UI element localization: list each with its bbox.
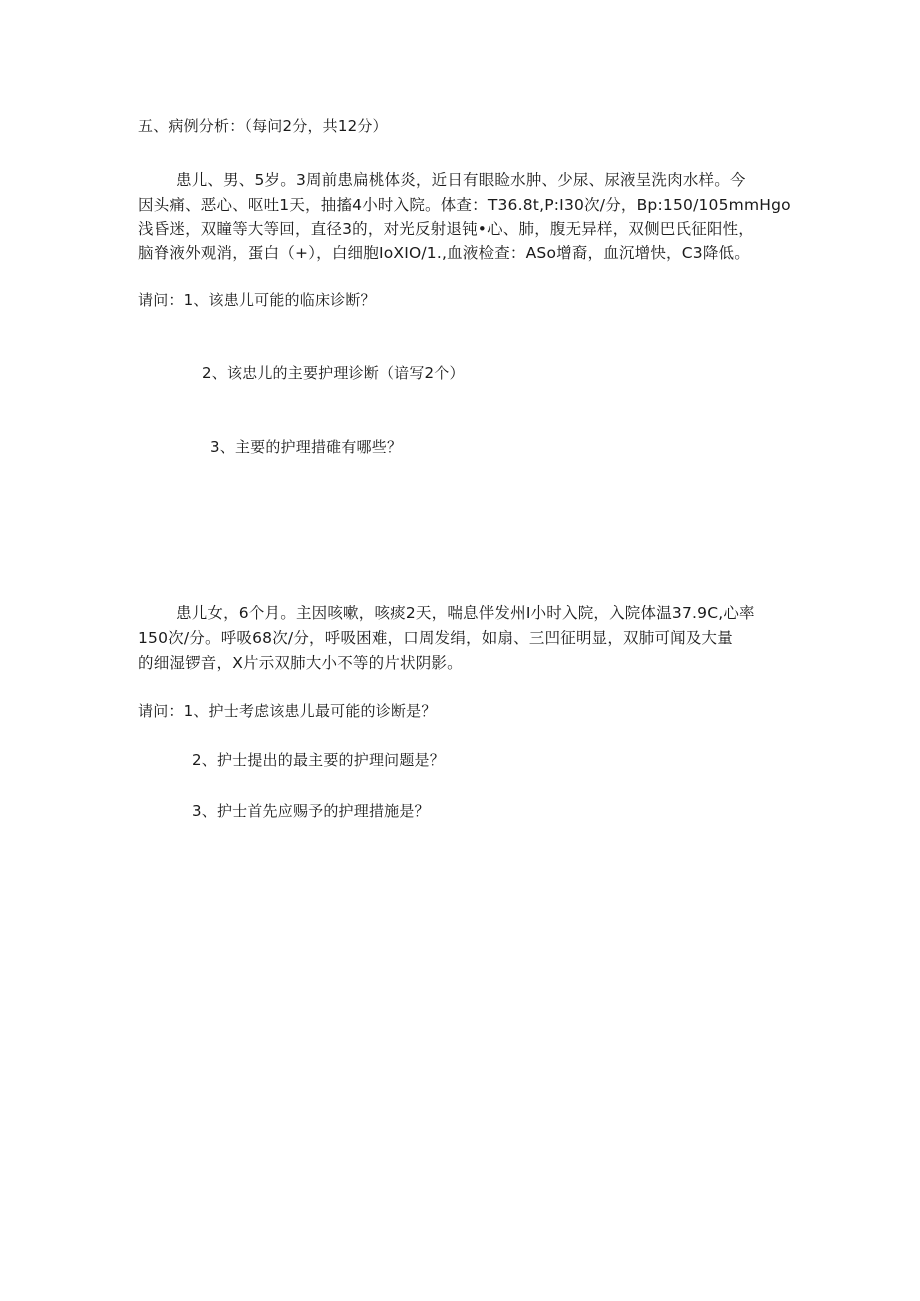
case-2-question-2: 2、护士提出的最主要的护理问题是？: [192, 751, 445, 769]
case-1-question-1: 请问：1、该患儿可能的临床诊断？: [138, 291, 376, 309]
section-heading: 五、病例分析：（每问2分，共12分）: [138, 117, 388, 135]
case-2-question-1: 请问：1、护士考虑该患儿最可能的诊断是？: [138, 702, 437, 720]
case-1-question-2: 2、该忠儿的主要护理诊断（谙写2个）: [202, 364, 465, 382]
case-1-text-line: 患儿、男、5岁。3周前患扁桃体炎，近日有眼睑水肿、少尿、尿液呈洗肉水样。今: [176, 171, 746, 189]
case-1-text-line: 浅昏迷，双瞳等大等回，直径3的，对光反射退钝•心、肺，腹无异样，双侧巴氏征阳性，: [138, 220, 755, 238]
case-1-text-line: 因头痛、恶心、呕吐1天，抽搐4小时入院。体查：T36.8t,P:I30次/分，Bp:150/105mmHgo: [138, 196, 791, 214]
case-1-text-line: 脑脊液外观消，蛋白（+），白细胞IoXIO∕1.,血液检查：ASo增裔，血沉增快，C3降低。: [138, 244, 750, 262]
case-2-question-3: 3、护士首先应赐予的护理措施是？: [192, 802, 430, 820]
case-2-text-line: 的细湿锣音，X片示双肺大小不等的片状阴影。: [138, 654, 463, 672]
case-1-question-3: 3、主要的护理措碓有哪些？: [210, 438, 403, 456]
case-2-text-line: 患儿女，6个月。主因咳嗽，咳痰2天，喘息伴发州I小时入院，入院体温37.9C,心率: [176, 604, 755, 622]
case-2-text-line: 150次/分。呼吸68次/分，呼吸困难，口周发绢，如扇、三凹征明显，双肺可闻及大量: [138, 629, 733, 647]
